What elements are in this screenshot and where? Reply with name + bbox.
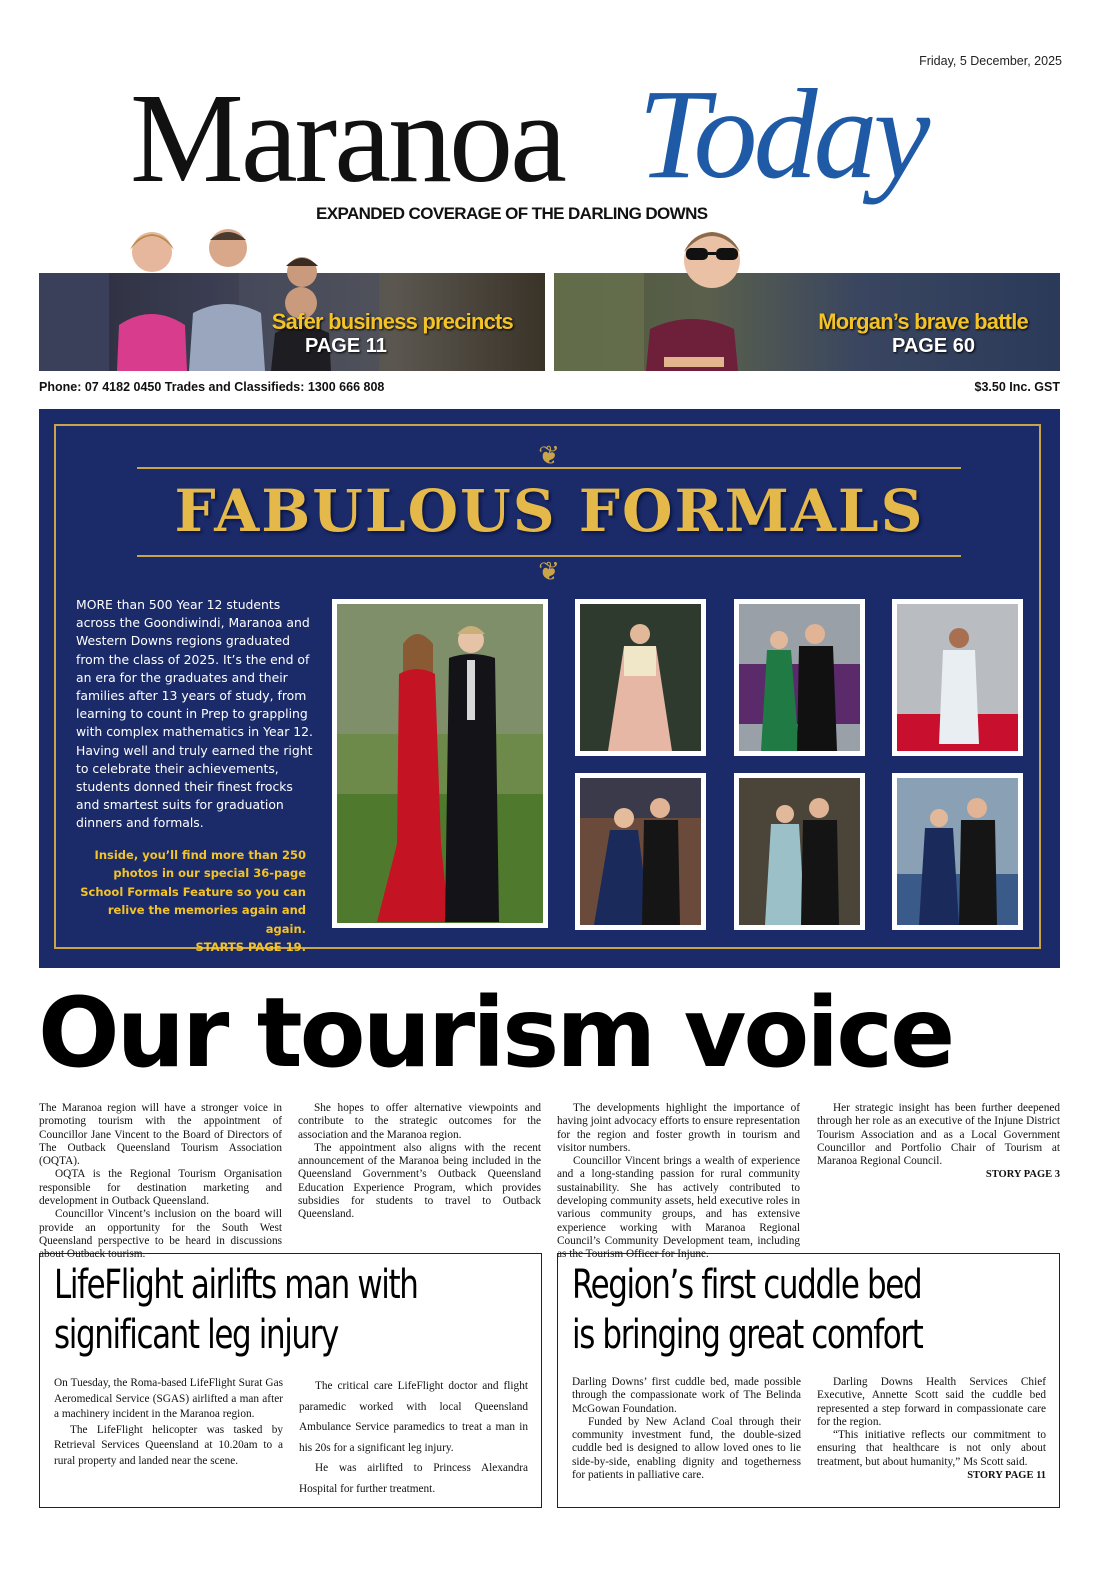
ornament-bottom-icon: ❦ xyxy=(538,557,560,586)
cuddle-headline-line1: Region’s first cuddle bed xyxy=(572,1262,922,1308)
formals-feature[interactable] xyxy=(39,409,1060,968)
lead-story xyxy=(39,1102,1060,1261)
cuddle-paragraph: Darling Downs’ first cuddle bed, made possible through the compassionate work of The Belinda McGowan Foundation. xyxy=(572,1376,801,1415)
formal-photo-3[interactable] xyxy=(892,599,1023,756)
promo-heads-left xyxy=(110,226,340,286)
cuddle-paragraph: “This initiative reflects our commitment to ensuring that healthcare is not only about treatment, but about humanity,” Ms Scott said. xyxy=(817,1429,1046,1468)
formal-photo-couple-large[interactable] xyxy=(332,599,548,928)
lifeflight-paragraph: The LifeFlight helicopter was tasked by Retrieval Services Queensland at 10.20am to a rural property and landed near the scene. xyxy=(54,1423,283,1467)
lifeflight-paragraph: The critical care LifeFlight doctor and flight paramedic worked with local Queensland Ambulance Service paramedics to treat a man in his 20s for a significant leg injury. xyxy=(299,1380,528,1454)
cuddle-headline xyxy=(572,1260,922,1360)
cuddle-story-ref[interactable]: STORY PAGE 11 xyxy=(967,1470,1046,1482)
lead-column-2 xyxy=(298,1102,541,1222)
formals-title: FABULOUS FORMALS xyxy=(174,477,925,545)
lead-headline[interactable]: Our tourism voice xyxy=(38,977,953,1089)
lead-paragraph: The Maranoa region will have a stronger voice in promoting tourism with the appointment of Councillor Jane Vincent to the Board of Directors of The Outback Queensland Tourism Association (OQTA). xyxy=(39,1102,282,1168)
masthead-logo[interactable] xyxy=(130,63,990,209)
promo-safer-business[interactable] xyxy=(39,273,545,371)
cuddle-paragraph: Darling Downs Health Services Chief Executive, Annette Scott said the cuddle bed represented a step forward in compassionate care for the region. xyxy=(817,1376,1046,1428)
lead-paragraph: Her strategic insight has been further deepened through her role as an executive of the Injune District Tourism Association and as a Local Government Councillor and Portfolio Chair of Tourism at Maranoa Regional Council. xyxy=(817,1102,1060,1168)
formal-photo-scene xyxy=(580,778,701,925)
promo-page: PAGE 11 xyxy=(305,335,387,357)
masthead-tagline: EXPANDED COVERAGE OF THE DARLING DOWNS xyxy=(316,204,708,223)
lifeflight-headline-line2: significant leg injury xyxy=(54,1312,338,1358)
promo-page: PAGE 60 xyxy=(892,335,975,357)
lifeflight-paragraph: He was airlifted to Princess Alexandra Hospital for further treatment. xyxy=(299,1462,528,1495)
formals-inside-text: Inside, you’ll find more than 250 photos in our special 36-page School Formals Feature so you can relive the memories again and again. xyxy=(80,848,306,936)
lead-paragraph: She hopes to offer alternative viewpoints and contribute to the strategic outcomes for the association and the Maranoa region. xyxy=(298,1102,541,1141)
formal-photo-scene xyxy=(739,604,860,751)
promo-title: Safer business precincts xyxy=(271,309,513,334)
formals-inside-note xyxy=(76,846,306,956)
promo-title: Morgan’s brave battle xyxy=(818,309,1028,334)
issue-date: Friday, 5 December, 2025 xyxy=(919,54,1062,68)
formal-photo-scene xyxy=(337,604,543,923)
promo-morgans-battle[interactable] xyxy=(554,273,1060,371)
cover-price: $3.50 Inc. GST xyxy=(974,380,1060,394)
formal-photo-5[interactable] xyxy=(734,773,865,930)
lead-paragraph: Councillor Vincent’s inclusion on the board will provide an opportunity for the South West Queensland perspective to be heard in discussions about Outback tourism. xyxy=(39,1208,282,1261)
lead-paragraph: The appointment also aligns with the recent announcement of the Maranoa being included in the Queensland Government’s Outback Queensland Education Experience Program, which provides subsidies for students to travel to Outback Queensland. xyxy=(298,1141,541,1221)
lead-story-ref[interactable]: STORY PAGE 3 xyxy=(985,1169,1060,1181)
formal-photo-scene xyxy=(897,604,1018,751)
formal-photo-scene xyxy=(739,778,860,925)
formal-photo-1[interactable] xyxy=(575,599,706,756)
formal-photo-4[interactable] xyxy=(575,773,706,930)
formal-photo-6[interactable] xyxy=(892,773,1023,930)
lifeflight-headline xyxy=(54,1260,418,1360)
lead-column-1 xyxy=(39,1102,282,1261)
formals-starts-page: STARTS PAGE 19. xyxy=(195,940,306,955)
contact-info: Phone: 07 4182 0450 Trades and Classifieds: 1300 666 808 xyxy=(39,380,385,394)
formal-photo-scene xyxy=(897,778,1018,925)
ornament-top-icon: ❦ xyxy=(538,441,560,470)
story-box-cuddle-bed[interactable] xyxy=(557,1253,1060,1508)
lead-column-4 xyxy=(817,1102,1060,1182)
cuddle-paragraph: Funded by New Acland Coal through their community investment fund, the double-sized cuddle bed is designed to allow loved ones to lie side-by-side, enabling dignity and togetherness for patients in palliative care. xyxy=(572,1415,801,1482)
lifeflight-paragraph: On Tuesday, the Roma-based LifeFlight Surat Gas Aeromedical Service (SGAS) airlifted a man after a machinery incident in the Maranoa region. xyxy=(54,1377,283,1421)
cuddle-column-2 xyxy=(817,1376,1046,1482)
lead-paragraph: The developments highlight the importance of having joint advocacy efforts to ensure representation for the region and foster growth in tourism and visitor numbers. xyxy=(557,1102,800,1154)
formals-intro: MORE than 500 Year 12 students across the Goondiwindi, Maranoa and Western Downs regions graduated from the class of 2025. It’s the end of an era for the graduates and their families after 13 years of study, from learning to count in Prep to grappling with complex mathematics in Year 12. Having well and truly earned the right to celebrate their achievements, students donned their finest frocks and smartest suits for graduation dinners and formals. xyxy=(76,597,313,831)
formal-photo-scene xyxy=(580,604,701,751)
story-box-lifeflight[interactable] xyxy=(39,1253,542,1508)
masthead-maranoa: Maranoa xyxy=(130,67,564,209)
lifeflight-headline-line1: LifeFlight airlifts man with xyxy=(54,1262,418,1308)
lifeflight-column-2 xyxy=(299,1376,528,1499)
promo-head-boy xyxy=(672,214,752,294)
cuddle-column-1 xyxy=(572,1376,801,1482)
lead-paragraph: Councillor Vincent brings a wealth of experience and a long-standing passion for rural community sustainability. She has actively contributed to developing community assets, held executive roles in various community groups, and has extensive experience working with Maranoa Regional Council’s Community Development team, including as the Tourism Officer for Injune. xyxy=(557,1155,800,1261)
formal-photo-2[interactable] xyxy=(734,599,865,756)
masthead-today: Today xyxy=(638,63,927,205)
lead-paragraph: OQTA is the Regional Tourism Organisation responsible for destination marketing and development in Outback Queensland. xyxy=(39,1168,282,1208)
lead-column-3 xyxy=(557,1102,800,1261)
lifeflight-column-1 xyxy=(54,1376,283,1470)
cuddle-headline-line2: is bringing great comfort xyxy=(572,1312,923,1358)
